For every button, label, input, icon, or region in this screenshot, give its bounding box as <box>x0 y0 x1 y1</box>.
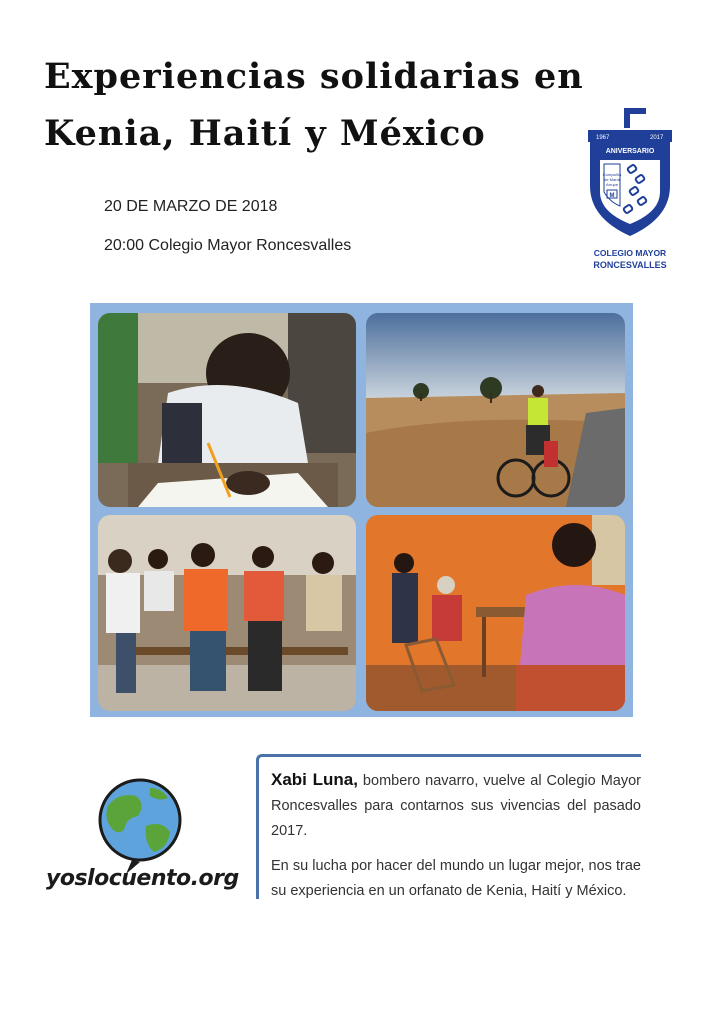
orange-room-clinic-photo-icon <box>366 515 625 711</box>
speaker-intro: bombero navarro, vuelve al Colegio Mayor Roncesvalles para contarnos sus vivencias del pasado 2017. <box>271 773 641 839</box>
description-paragraph-2: En su lucha por hacer del mundo un lugar mejor, nos trae su experiencia en un orfanato de Kenia, Haití y México. <box>271 858 641 899</box>
event-date: 20 DE MARZO DE 2018 <box>104 198 278 215</box>
logo-roncesvalles: RONCESVALLES <box>593 260 667 270</box>
people-waiting-bench-photo-icon <box>98 515 356 711</box>
title-line-1: Experiencias solidarias en <box>44 56 584 97</box>
logo-anniversary: ANIVERSARIO <box>605 148 655 155</box>
photo-cyclist <box>366 313 625 507</box>
logo-five-shape <box>624 108 646 128</box>
logo-colegio-mayor: COLEGIO MAYOR <box>593 248 667 258</box>
photo-orange-room <box>366 515 625 711</box>
svg-text:Arrupe: Arrupe <box>605 182 619 187</box>
event-venue: 20:00 Colegio Mayor Roncesvalles <box>104 237 352 254</box>
description-paragraph-1 <box>271 767 641 844</box>
title-line-2: Kenia, Haití y México <box>44 113 486 154</box>
event-title <box>44 48 624 162</box>
svg-text:de María: de María <box>604 177 620 182</box>
logo-shield-text: Compañía <box>602 172 622 177</box>
logo-year-right: 2017 <box>650 135 664 141</box>
child-writing-photo-icon <box>98 313 356 507</box>
yoslocuento-logo <box>46 776 239 916</box>
photo-people-waiting <box>98 515 356 711</box>
photo-child-writing <box>98 313 356 507</box>
colegio-mayor-logo <box>584 106 676 276</box>
globe-speech-bubble-icon <box>46 776 226 876</box>
cyclist-desert-road-photo-icon <box>366 313 625 507</box>
svg-text:M: M <box>609 193 615 199</box>
speaker-name: Xabi Luna, <box>271 770 358 789</box>
description-box <box>256 754 641 899</box>
logo-year-left: 1967 <box>596 135 610 141</box>
photo-collage <box>90 303 633 717</box>
yoslocuento-text: yoslocuento.org <box>46 866 239 891</box>
